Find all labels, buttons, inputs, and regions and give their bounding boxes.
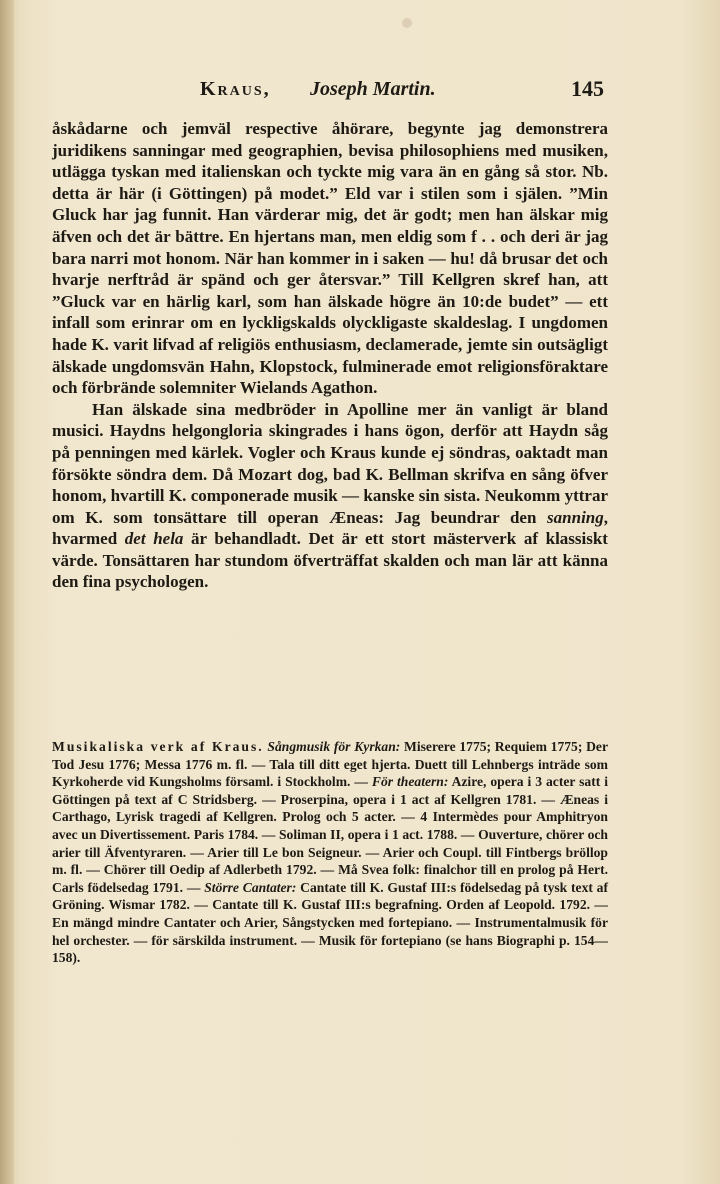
- main-text: [52, 118, 608, 593]
- paragraph-2-text-a: Han älskade sina medbröder in Apolline mer än vanligt är bland musici. Haydns helgongloria skingrades i hans ögon, derför att Haydn såg på penningen med kärlek. Vogler och Kraus kunde ej söndras, oaktadt man försökte söndra dem. Då Mozart dog, bad K. Bellman skrifva en sång öfver honom, hvartill K. componerade musik — kanske sin sista. Neukomm yttrar om K. som tonsättare till operan Æneas: Jag beundrar den: [52, 399, 608, 527]
- paragraph-1-text: åskådarne och jemväl respective åhörare, begynte jag demonstrera juridikens sanningar med geographien, bevisa philosophiens med musiken, utlägga tyskan med italienskan och tyckte mig vara än en gång så stor. Nb. detta är här (i Göttingen) på modet.” Eld var i stilen som i själen. ”Min Gluck har jag funnit. Han värderar mig, det är godt; men han älskar mig äfven och det är bättre. En hjertans man, men eldig som f . . och deri är jag bara narri mot honom. När han kommer in i saken — hu! då brusar det och hvarje nerftråd är spänd och ger återsvar.” Till Kellgren skref han, att ”Gluck var en härlig karl, som han älskade högre än 10:de budet” — ett infall som erinrar om en lyckligskalds olyckligaste skaldeslag. I ungdomen hade K. varit lifvad af religiös enthusiasm, declamerade, jemte sin outsägligt älskade ungdomsvän Hahn, Klopstock, fulminerade emot religionsföraktare och förbrände solemniter Wielands Agathon.: [52, 119, 608, 398]
- header-author: Kraus,: [200, 78, 271, 100]
- emphasis-sanning: sanning: [547, 507, 604, 527]
- paragraph-2-text-c: är behandladt. Det är ett stort mästerverk af klassiskt värde. Tonsättaren har stundom öfverträffat skalden och man lär att känna den fina psychologen.: [52, 529, 608, 592]
- book-spine-edge: [0, 0, 14, 1184]
- works-category-theatre: För theatern:: [371, 774, 449, 790]
- works-text-3: Cantate till K. Gustaf III:s födelsedag på tysk text af Gröning. Wismar 1782. — Cantate till K. Gustaf III:s begrafning. Orden af Leopold. 1792. — En mängd mindre Cantater och Arier, Sångstycken med fortepiano. — Instrumentalmusik för hel orchester. — för särskilda instrument. — Musik för fortepiano (se hans Biographi p. 154—158).: [52, 879, 608, 966]
- paper-stain: [402, 18, 412, 28]
- works-category-church: Sångmusik för Kyrkan:: [267, 739, 401, 754]
- works-list: [52, 738, 608, 967]
- works-category-cantatas: Större Cantater:: [204, 879, 297, 895]
- paragraph-2: [52, 399, 608, 593]
- works-heading: Musikaliska verk af Kraus.: [52, 739, 264, 754]
- emphasis-det-hela: det hela: [124, 529, 184, 549]
- running-header: [200, 76, 604, 104]
- paragraph-2-text-b: , hvarmed: [52, 507, 608, 549]
- header-name: Joseph Martin.: [310, 78, 436, 100]
- paragraph-1: [52, 118, 608, 399]
- works-text-2: Azire, opera i 3 acter satt i Göttingen på text af C Stridsberg. — Proserpina, opera i 1 act af Kellgren 1781. — Æneas i Carthago, Lyrisk tragedi af Kellgren. Prolog och 5 acter. — 4 Intermèdes pour Amphitryon avec un Divertissement. Paris 1784. — Soliman II, opera i 1 act. 1788. — Ouverture, chörer och arier till Äfventyraren. — Arier till Le bon Seigneur. — Arier och Coupl. till Fintbergs bröllop m. fl. — Chörer till Oedip af Adlerbeth 1792. — Må Svea folk: finalchor till en prolog på Hert. Carls födelsedag 1791. —: [52, 774, 608, 895]
- works-text-1: Miserere 1775; Requiem 1775; Der Tod Jesu 1776; Messa 1776 m. fl. — Tala till ditt eget hjerta. Duett till Lehnbergs inträde som Kyrkoherde vid Kungsholms församl. i Stockholm. —: [52, 739, 608, 790]
- page-number: 145: [571, 76, 604, 101]
